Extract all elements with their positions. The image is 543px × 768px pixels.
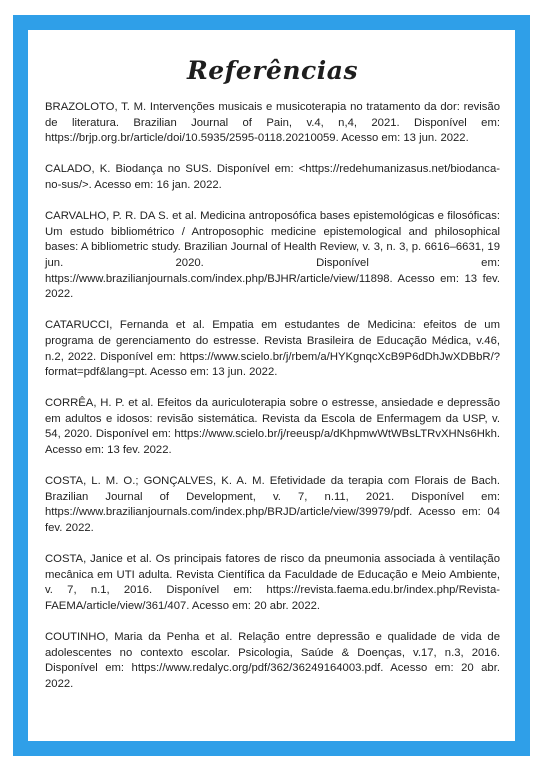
reference-item: CALADO, K. Biodança no SUS. Disponível em: <https://redehumanizasus.net/biodanca-no-sus/>. Acesso em: 16 jan. 2022. [45,163,500,191]
page-title: Referências [186,56,359,85]
reference-item: CATARUCCI, Fernanda et al. Empatia em estudantes de Medicina: efeitos de um programa de gerenciamento do estresse. Revista Brasileira de Educação Médica, v.46, n.2, 2022. Disponível em: https://www.scielo.br/j/rbem/a/HYKgnqcXcB9P6dDhJwXDBbR/?format=pdf&lang=pt. Acesso em: 13 jun. 2022. [45,319,500,379]
reference-item: CARVALHO, P. R. DA S. et al. Medicina antroposófica bases epistemológicas e filosóficas: Um estudo bibliométrico / Antroposophic medicine epistemological and philosophical bases: A bibliometric study. Brazilian Journal of Health Review, v. 3, n. 3, p. 6616–6631, 19 jun. 2020. Disponível em: https://www.brazilianjournals.com/index.php/BJHR/article/view/11898. Acesso em: 13 fev. 2022. [45,210,500,301]
reference-item: COSTA, L. M. O.; GONÇALVES, K. A. M. Efetividade da terapia com Florais de Bach. Brazilian Journal of Development, v. 7, n.11, 2021. Disponível em: https://www.brazilianjournals.com/index.php/BRJD/article/view/39979/pdf. Acesso em: 04 fev. 2022. [45,475,500,535]
page-content [45,56,500,708]
reference-item: COSTA, Janice et al. Os principais fatores de risco da pneumonia associada à ventilação mecânica em UTI adulta. Revista Científica da Faculdade de Educação e Meio Ambiente, v. 7, n.1, 2016. Disponível em: https://revista.faema.edu.br/index.php/Revista-FAEMA/article/view/361/407. Acesso em: 20 abr. 2022. [45,553,500,612]
reference-item: CORRÊA, H. P. et al. Efeitos da auriculoterapia sobre o estresse, ansiedade e depressão em adultos e idosos: revisão sistemática. Revista da Escola de Enfermagem da USP, v. 54, 2020. Disponível em: https://www.scielo.br/j/reeusp/a/dKhpmwWtWBsLTRvXHNs6Hkh. Acesso em: 13 fev. 2022. [45,397,500,457]
reference-item: BRAZOLOTO, T. M. Intervenções musicais e musicoterapia no tratamento da dor: revisão de literatura. Brazilian Journal of Pain, v.4, n,4, 2021. Disponível em: https://brjp.org.br/article/doi/10.5935/2595-0118.20210059. Acesso em: 13 jun. 2022. [45,101,500,145]
page-border-frame [13,15,530,756]
reference-list [45,100,500,693]
reference-item: COUTINHO, Maria da Penha et al. Relação entre depressão e qualidade de vida de adolescentes no contexto escolar. Psicologia, Saúde & Doenças, v.17, n.3, 2016. Disponível em: https://www.redalyc.org/pdf/362/36249164003.pdf. Acesso em: 20 abr. 2022. [45,631,500,690]
